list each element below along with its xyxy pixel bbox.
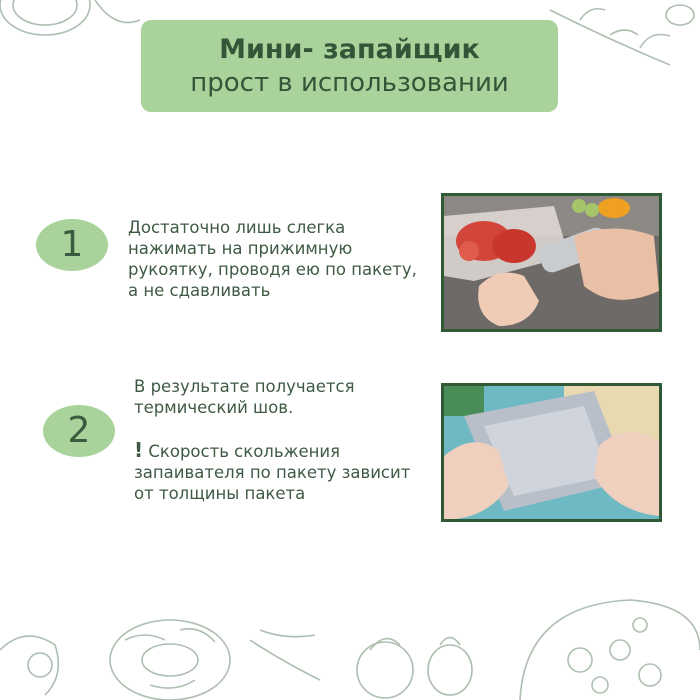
step-1-description [128, 217, 417, 301]
warning-line: запаивателя по пакету зависит [134, 463, 411, 482]
step-1-number-badge: 1 [36, 219, 108, 271]
warning-exclamation-icon: ! [134, 438, 144, 462]
warning-line: от толщины пакета [134, 484, 306, 503]
step-1-line: рукоятку, проводя ею по пакету, [128, 260, 417, 279]
step-2-line: В результате получается [134, 377, 355, 396]
step-2-warning [134, 440, 410, 504]
warning-line: Скорость скольжения [148, 442, 341, 461]
step-1-line: нажимать на прижимную [128, 239, 353, 258]
food-doodle-top-left [0, 0, 140, 45]
step-1-line: а не сдавливать [128, 281, 271, 300]
step-2-description [134, 376, 355, 418]
food-doodle-bottom [0, 590, 700, 700]
step-2-number-badge: 2 [43, 405, 115, 457]
title-banner [141, 20, 558, 112]
hand-sealing-bag-photo [441, 193, 662, 332]
hands-holding-sealed-foil-bag-photo [441, 383, 662, 522]
title-main: Мини- запайщик [219, 34, 480, 65]
step-2-line: термический шов. [134, 398, 294, 417]
herb-doodle-top-right [540, 0, 700, 75]
title-subtitle: прост в использовании [190, 68, 509, 98]
step-1-line: Достаточно лишь слегка [128, 218, 346, 237]
